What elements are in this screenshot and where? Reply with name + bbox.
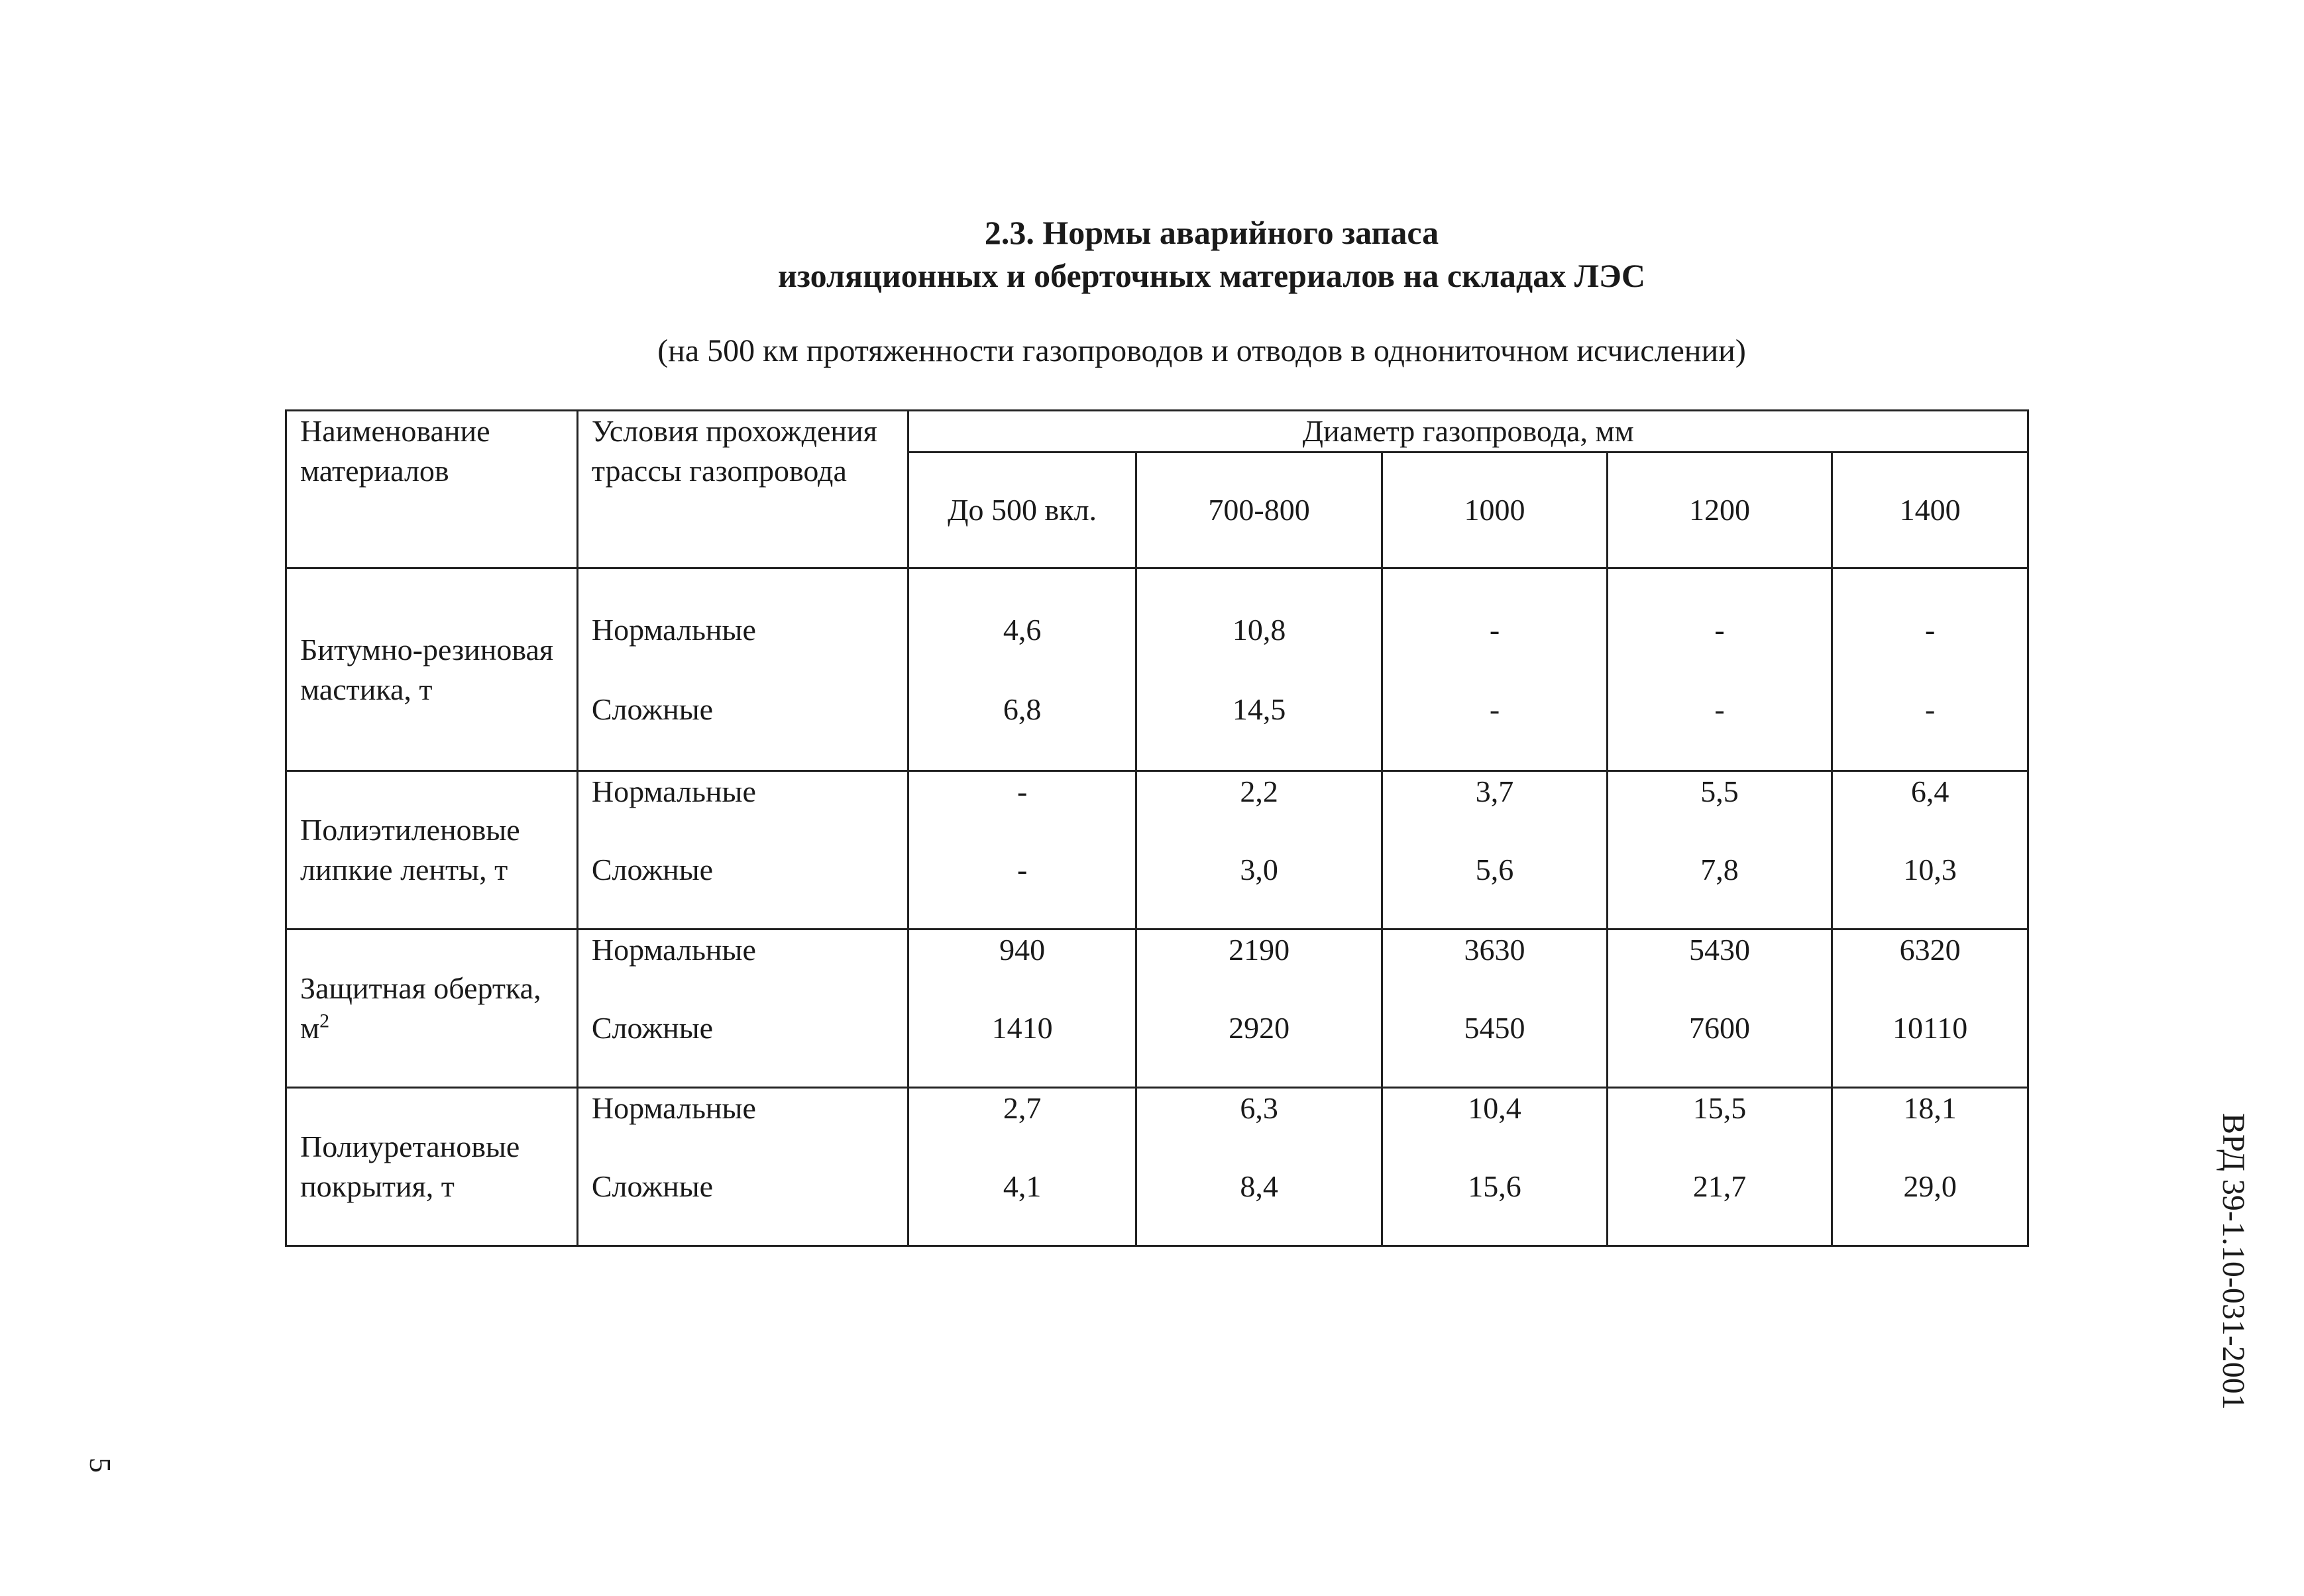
condition-complex: Сложные	[591, 1169, 714, 1203]
header-conditions: Условия прохождения трассы газопровода	[577, 411, 908, 568]
value-cell	[908, 930, 1136, 1088]
value: 2920	[1229, 1011, 1290, 1045]
value: -	[1016, 774, 1028, 808]
table-row	[286, 930, 2028, 1088]
value-cell	[1382, 1088, 1608, 1246]
condition-complex: Сложные	[591, 853, 714, 886]
value: 21,7	[1692, 1169, 1747, 1203]
document-code: ВРД 39-1.10-031-2001	[2216, 1113, 2251, 1410]
condition-normal: Нормальные	[591, 1091, 756, 1125]
table-row	[286, 771, 2028, 930]
value: 4,1	[1003, 1169, 1042, 1203]
condition-normal: Нормальные	[591, 774, 756, 808]
value-cell	[1136, 1088, 1382, 1246]
norms-table	[285, 409, 2029, 1247]
superscript-unit: 2	[319, 1010, 330, 1032]
header-diameter-col: До 500 вкл.	[908, 452, 1136, 568]
value-cell	[1832, 1088, 2028, 1246]
header-diameter-col: 1200	[1607, 452, 1832, 568]
value-cell	[1382, 930, 1608, 1088]
conditions-cell	[577, 771, 908, 930]
value-cell	[1382, 568, 1608, 771]
value-cell	[1607, 568, 1832, 771]
value-cell	[908, 1088, 1136, 1246]
value: -	[1489, 612, 1500, 647]
header-material: Наименование материалов	[286, 411, 578, 568]
material-label: Битумно-резиновая мастика, т	[300, 632, 554, 706]
value-cell	[1607, 1088, 1832, 1246]
condition-complex: Сложные	[591, 692, 714, 726]
material-label: Защитная обертка, м	[300, 971, 541, 1045]
header-diameter-col: 700-800	[1136, 452, 1382, 568]
value-cell	[1607, 771, 1832, 930]
value: -	[1714, 692, 1725, 726]
value: 6320	[1899, 933, 1961, 967]
value: -	[1714, 612, 1725, 647]
value-cell	[1136, 568, 1382, 771]
document-subtitle: (на 500 км протяженности газопроводов и отводов в однониточном исчислении)	[657, 333, 1746, 368]
value-cell	[1136, 930, 1382, 1088]
table-row	[286, 1088, 2028, 1246]
value: 10,4	[1468, 1091, 1521, 1125]
value: 3,0	[1240, 853, 1278, 886]
table-row	[286, 568, 2028, 771]
value-cell	[1607, 930, 1832, 1088]
page-number: 5	[83, 1458, 117, 1473]
value: 7,8	[1700, 853, 1739, 886]
value: 6,8	[1003, 692, 1042, 726]
value: 15,5	[1692, 1091, 1747, 1125]
value: 5430	[1689, 933, 1751, 967]
condition-normal: Нормальные	[591, 612, 756, 647]
value: 5,5	[1700, 774, 1739, 808]
document-title-line2: изоляционных и оберточных материалов на складах ЛЭС	[778, 257, 1645, 294]
document-title-line1: 2.3. Нормы аварийного запаса	[984, 214, 1439, 251]
value: 6,4	[1910, 774, 1949, 808]
value: -	[1016, 853, 1028, 886]
value: 8,4	[1240, 1169, 1278, 1203]
value: 10110	[1892, 1011, 1968, 1045]
value: 940	[999, 933, 1046, 967]
value: 29,0	[1903, 1169, 1957, 1203]
value: 3,7	[1475, 774, 1514, 808]
condition-complex: Сложные	[591, 1011, 714, 1045]
header-diameter-col: 1400	[1832, 452, 2028, 568]
value: 15,6	[1468, 1169, 1521, 1203]
conditions-cell	[577, 568, 908, 771]
value: 4,6	[1003, 612, 1042, 647]
material-cell	[286, 1088, 578, 1246]
value: 1410	[991, 1011, 1053, 1045]
header-diameter-col: 1000	[1382, 452, 1608, 568]
value: 18,1	[1903, 1091, 1957, 1125]
value-cell	[1382, 771, 1608, 930]
conditions-cell	[577, 1088, 908, 1246]
value-cell	[1832, 568, 2028, 771]
value: 7600	[1689, 1011, 1751, 1045]
material-cell	[286, 930, 578, 1088]
value: 10,8	[1232, 612, 1286, 647]
value: -	[1924, 692, 1936, 726]
value: 5,6	[1475, 853, 1514, 886]
value: 14,5	[1232, 692, 1286, 726]
value: 5450	[1464, 1011, 1525, 1045]
material-label: Полиэтиленовые липкие ленты, т	[300, 813, 520, 886]
value-cell	[1832, 771, 2028, 930]
value-cell	[908, 771, 1136, 930]
value: 2,2	[1240, 774, 1278, 808]
header-diameter: Диаметр газопровода, мм	[908, 411, 2028, 452]
material-label: Полиуретановые покрытия, т	[300, 1130, 520, 1203]
value-cell	[1136, 771, 1382, 930]
value: 6,3	[1240, 1091, 1278, 1125]
value: 10,3	[1903, 853, 1957, 886]
value: -	[1489, 692, 1500, 726]
material-cell	[286, 771, 578, 930]
value-cell	[908, 568, 1136, 771]
conditions-cell	[577, 930, 908, 1088]
value-cell	[1832, 930, 2028, 1088]
material-cell	[286, 568, 578, 771]
value: 2190	[1229, 933, 1290, 967]
value: 2,7	[1003, 1091, 1042, 1125]
value: -	[1924, 612, 1936, 647]
value: 3630	[1464, 933, 1525, 967]
condition-normal: Нормальные	[591, 933, 756, 967]
